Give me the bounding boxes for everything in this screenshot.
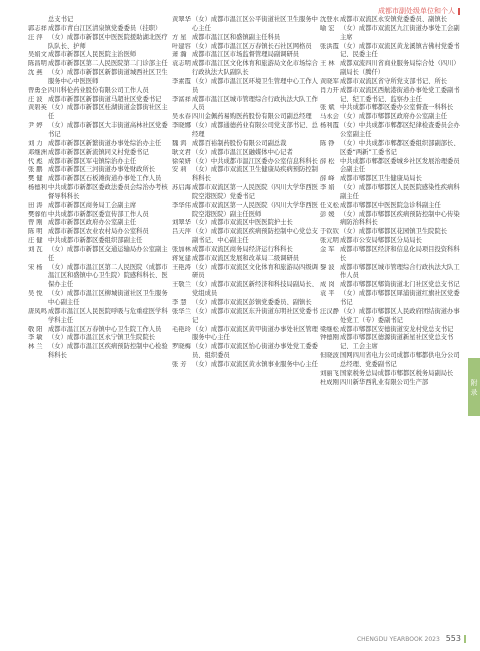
person-role: （女）成都市郫都区政府办公室副主任 bbox=[340, 113, 448, 121]
person-name: 薛 松 bbox=[320, 157, 335, 165]
person-role: 成都百裕制药股份有限公司副总裁 bbox=[192, 139, 287, 147]
person-name: 田 涛 bbox=[28, 201, 43, 209]
entry-row bbox=[28, 343, 170, 361]
person-name: 蒋复建 bbox=[172, 254, 191, 262]
person-role: 成都市温江区人民医院呼吸与危重症医学科学科主任 bbox=[48, 307, 168, 324]
person-name: 陈 铮 bbox=[320, 139, 335, 147]
entry-row bbox=[320, 237, 462, 246]
person-role: （女）成都市温江区万春镇长石社区网格员 bbox=[192, 42, 312, 50]
person-role: 成都市双流区第一人民医院（四川大学华西医院空港医院）党委书记 bbox=[192, 184, 318, 200]
person-name: 张 斌 bbox=[320, 104, 335, 112]
person-role: 中共成都市郫都区委办公室督查一科科长 bbox=[340, 104, 454, 112]
person-role: （女）成都市双流区黄水镇事业服务中心主任 bbox=[192, 360, 318, 368]
entry-row bbox=[320, 60, 462, 78]
person-role: （女）成都市郫都区疾病预防控制中心传染病防治科科长 bbox=[340, 210, 460, 227]
footer-yearbook: CHENGDU YEARBOOK 2023 bbox=[356, 635, 440, 643]
person-role: 成都市郫都区郫筒街道北门社区党总支书记 bbox=[340, 281, 460, 289]
entry-row bbox=[28, 184, 170, 202]
person-role: （女）成都市双流区卫生健康局疾病预防控制科科长 bbox=[192, 166, 318, 183]
person-name: 李 慧 bbox=[172, 299, 187, 306]
entry-row bbox=[320, 87, 462, 105]
entry-row bbox=[320, 308, 462, 326]
person-name: 杜成刚 bbox=[320, 378, 339, 386]
running-header bbox=[378, 6, 460, 16]
entry-row bbox=[320, 158, 462, 176]
entry-row bbox=[320, 246, 462, 264]
person-name: 刘丽飞 bbox=[320, 369, 339, 377]
column-2 bbox=[172, 16, 318, 370]
entry-row bbox=[28, 51, 170, 60]
entry-row bbox=[320, 211, 462, 229]
entry-row bbox=[28, 166, 170, 175]
entry-row bbox=[172, 78, 318, 96]
entry-row bbox=[28, 60, 170, 69]
person-role: （女）成都市双流区九江街道办事处工会副主席 bbox=[340, 24, 460, 41]
entry-row bbox=[172, 228, 318, 246]
person-name bbox=[28, 16, 48, 25]
person-name: 尹 婷 bbox=[28, 122, 43, 130]
person-role: 成都市温江区文化体育和旅游局文化市场综合行政执法大队副队长 bbox=[192, 60, 318, 77]
person-name: 刘 力 bbox=[28, 139, 43, 147]
person-role: （女）成都市温江区第二人民医院（成都市温江区和盛镇中心卫生院）院感科科长、医保办主任 bbox=[48, 263, 168, 289]
person-role: 成都市公安局郫都区分局局长 bbox=[340, 237, 422, 245]
entry-row bbox=[28, 246, 170, 264]
person-name: 张 芳 bbox=[172, 360, 187, 368]
person-role: 成都市新都区第二人民医院第二门诊部主任 bbox=[48, 60, 168, 68]
person-role: （女）成都市双流区疾病预防控制中心党总支副书记、中心副主任 bbox=[192, 228, 318, 245]
entry-row bbox=[320, 228, 462, 237]
entry-row bbox=[28, 16, 170, 25]
entry-row bbox=[172, 51, 318, 60]
entry-row bbox=[28, 87, 170, 96]
person-name: 叶建容 bbox=[172, 42, 191, 50]
person-name: 李华伟 bbox=[172, 201, 191, 209]
person-role: 成都市温江区市场监督管理局副调研员 bbox=[192, 51, 300, 59]
person-name: 沈 燕 bbox=[28, 69, 43, 77]
person-role: 成都市新都区新流镇同义村党委书记 bbox=[48, 148, 149, 156]
person-role: 成都市温江区万春镇中心卫生院工作人员 bbox=[48, 325, 162, 333]
person-name: 黄翠华 bbox=[172, 16, 191, 23]
person-name: 钟德刚 bbox=[320, 334, 339, 342]
person-role: （女）成都市郫都区花园镇卫生院院长 bbox=[340, 228, 448, 236]
person-role: （女）成都市双流区怡心街道办事处党工委委员、组织委员 bbox=[192, 343, 318, 360]
person-name: 袁志明 bbox=[172, 60, 191, 68]
entry-row bbox=[320, 334, 462, 352]
person-name: 罗晓梅 bbox=[172, 343, 191, 351]
person-name: 刘翠华 bbox=[172, 219, 191, 227]
person-name: 毛艳玲 bbox=[172, 325, 191, 333]
person-role: 成都市新都区石板滩街道办事处工作人员 bbox=[48, 175, 162, 183]
entry-row bbox=[320, 16, 462, 25]
person-name: 庄 健 bbox=[28, 237, 43, 245]
person-role: （女）成都市温江区环境卫生管理中心工作人员 bbox=[192, 77, 318, 94]
person-name: 敬 阳 bbox=[28, 325, 43, 333]
entry-row bbox=[320, 78, 462, 87]
person-role: （女）中共成都市温江区委办公室信息科科长 bbox=[192, 157, 318, 165]
entry-row bbox=[172, 60, 318, 78]
entry-row bbox=[28, 104, 170, 122]
person-role: 四川科伦药业股份有限公司工作人员 bbox=[48, 86, 149, 94]
person-name: 黎 波 bbox=[320, 263, 335, 271]
header-title: 成都市副处级单位和个人 bbox=[378, 7, 455, 15]
entry-row bbox=[320, 352, 462, 370]
person-role: （女）成都市双流区新经济和科技局副局长、党组成员 bbox=[192, 281, 318, 298]
entry-row bbox=[172, 361, 318, 370]
person-role: 成都市郫都区安德街道安龙村党总支书记 bbox=[340, 325, 454, 333]
person-role: （女）成都市新都区中医医院援助湖北医疗队队长、护师 bbox=[48, 33, 168, 50]
person-name: 汪 萍 bbox=[28, 33, 43, 41]
entry-row bbox=[172, 202, 318, 220]
entry-row bbox=[28, 237, 170, 246]
person-role: （女）成都市新都区新都街道城西社区卫生服务中心中医医师 bbox=[48, 69, 168, 85]
entry-row bbox=[172, 219, 318, 228]
entry-row bbox=[320, 379, 462, 388]
entry-row bbox=[172, 149, 318, 158]
person-role: 成都市双流区省守所党支部书记、所长 bbox=[340, 77, 448, 85]
person-role: 成都市双流区西航港街道办事处党工委副书记、纪工委书记、监察办主任 bbox=[340, 86, 460, 103]
person-name: 邓继洲 bbox=[28, 148, 47, 156]
entry-row bbox=[320, 290, 462, 308]
person-role: 成都市郫都区城市管理综合行政执法大队工作人员 bbox=[340, 263, 460, 280]
person-name: 王艳涛 bbox=[172, 263, 191, 271]
entry-row bbox=[28, 334, 170, 343]
entry-row bbox=[320, 113, 462, 122]
entry-row bbox=[28, 308, 170, 326]
entry-row bbox=[28, 149, 170, 158]
person-name: 安 莉 bbox=[172, 166, 187, 174]
person-name: 苏启海 bbox=[172, 184, 191, 192]
person-name: 林 兰 bbox=[28, 343, 43, 351]
appendix-side-tab: 附 录 bbox=[468, 358, 480, 416]
person-name: 黄碧英 bbox=[28, 104, 47, 112]
person-name: 吴娟文 bbox=[28, 51, 47, 59]
entry-row bbox=[172, 281, 318, 299]
person-name: 曾 刚 bbox=[28, 219, 43, 227]
entry-row bbox=[320, 25, 462, 43]
person-name: 沈登水 bbox=[320, 16, 339, 23]
person-name: 陈昌明 bbox=[28, 60, 47, 68]
person-role: （女）成都市郫都区犀浦街道红旗社区党委书记 bbox=[340, 290, 460, 306]
person-role: 四川金佩药易购医药股份有限公司副总经理 bbox=[192, 113, 312, 121]
person-name: 耿文君 bbox=[172, 148, 191, 156]
person-role: 成都市双流区永安镇党委委员、副镇长 bbox=[340, 16, 448, 23]
person-name: 萧 瀚 bbox=[172, 51, 187, 59]
person-name: 刘 瓦 bbox=[28, 245, 43, 253]
person-role: （女）成都市新都区桂湖街道金都街社区主任 bbox=[48, 104, 168, 121]
person-name: 喻 宏 bbox=[320, 24, 335, 32]
entry-row bbox=[320, 184, 462, 202]
person-role: 成都市青白江区清泉镇党委委员（挂职） bbox=[48, 24, 162, 32]
person-name: 张加林 bbox=[172, 245, 191, 253]
person-name: 庄 波 bbox=[28, 95, 43, 103]
person-name: 但晓波 bbox=[320, 352, 339, 360]
person-role: （女）成都市温江区柳城街道社区卫生服务中心副主任 bbox=[48, 290, 168, 306]
entry-row bbox=[172, 299, 318, 308]
person-name: 于钦钦 bbox=[320, 228, 339, 236]
entry-row bbox=[172, 16, 318, 34]
person-name: 王 林 bbox=[320, 60, 335, 68]
entry-row bbox=[172, 122, 318, 140]
person-name: 李 娟 bbox=[320, 184, 335, 192]
person-role: 成都双流四川省商业服务局综合处（四川）副局长（腾仟） bbox=[340, 60, 460, 77]
person-name: 汪汉静 bbox=[320, 307, 339, 315]
person-role: （女）成都市双流区彭镇党委委员、副镇长 bbox=[192, 299, 312, 306]
page-number: 553 bbox=[445, 633, 461, 643]
entry-row bbox=[172, 34, 318, 43]
person-role: 中共成都市新都区委组织部副主任 bbox=[48, 237, 143, 245]
person-role: 成都市双流区第一人民医院（四川大学华西医院空港医院）副主任医师 bbox=[192, 201, 318, 218]
person-role: 成都市新都区三河街道办事处财政所长 bbox=[48, 166, 156, 174]
person-name: 宋 杨 bbox=[28, 263, 43, 271]
person-name: 曾勇全 bbox=[28, 86, 47, 94]
person-name: 樊蓉佑 bbox=[28, 210, 47, 218]
entry-row bbox=[172, 326, 318, 344]
entry-row bbox=[320, 281, 462, 290]
person-name: 樊 健 bbox=[28, 175, 43, 183]
person-name: 李 敏 bbox=[28, 334, 43, 342]
entry-row bbox=[28, 140, 170, 149]
person-role: （女）成都市双流区黄龙溪镇古佛村党委书记、民委主任 bbox=[340, 42, 460, 59]
person-role: （女）成都通德药业有限公司党支部书记、总经理 bbox=[192, 122, 318, 138]
entry-row bbox=[172, 264, 318, 282]
person-role: （女）成都市温江区融媒体中心记者 bbox=[192, 148, 293, 156]
person-role: 成都市新都区商务局工会副主席 bbox=[48, 201, 137, 209]
person-role: 成都市温江区城市管理综合行政执法大队工作人员 bbox=[192, 95, 318, 112]
person-role: 成都市郫都区卫生健康局局长 bbox=[340, 175, 422, 183]
entry-row bbox=[320, 370, 462, 379]
person-name: 张华兰 bbox=[172, 307, 191, 315]
person-name: 李富祥 bbox=[172, 95, 191, 103]
person-name: 彭 媛 bbox=[320, 210, 335, 218]
person-name: 陈 明 bbox=[28, 228, 43, 236]
entry-row bbox=[28, 219, 170, 228]
person-role: 四川新华西乳业有限公司生产部 bbox=[340, 378, 429, 386]
entry-row bbox=[320, 104, 462, 113]
person-name: 李晓娜 bbox=[172, 122, 191, 130]
person-role: 成都市郫都区德源街道新星社区党总支书记、工会主席 bbox=[340, 334, 454, 351]
footer-accent-bar bbox=[464, 635, 466, 643]
entry-row bbox=[172, 343, 318, 361]
page-footer bbox=[357, 634, 466, 644]
entry-row bbox=[320, 122, 462, 140]
person-role: 成都市温江区和盛镇副主任科员 bbox=[192, 33, 281, 41]
entry-row bbox=[320, 140, 462, 158]
person-role: 国家税务总局成都市郫都区税务局副局长 bbox=[340, 369, 454, 377]
entry-row bbox=[28, 228, 170, 237]
person-role: 成都市新都区农业农村局办公室科员 bbox=[48, 228, 149, 236]
entry-row bbox=[28, 69, 170, 87]
person-name: 张元明 bbox=[320, 237, 339, 245]
column-1 bbox=[28, 16, 170, 361]
entry-row bbox=[172, 96, 318, 114]
person-role: 中共成都市新都区委宣传部工作人员 bbox=[48, 210, 149, 218]
entry-row bbox=[172, 246, 318, 255]
entry-row bbox=[320, 264, 462, 282]
person-name: 王敬兰 bbox=[172, 281, 191, 289]
entry-row bbox=[172, 166, 318, 184]
column-3 bbox=[320, 16, 462, 387]
person-role: （女）成都市郫都区人民政府团结街道办事处党工（专）委副书记 bbox=[340, 307, 460, 324]
entry-row bbox=[28, 202, 170, 211]
person-name: 李素霞 bbox=[172, 77, 191, 85]
person-name: 肖力开 bbox=[320, 86, 339, 94]
entry-row bbox=[320, 43, 462, 61]
person-name: 任义松 bbox=[320, 201, 339, 209]
person-role: 成都市新都区新繁街道办事处综治办主任 bbox=[48, 139, 162, 147]
person-name: 梁继松 bbox=[320, 325, 339, 333]
person-role: （女）成都市双流区东升街道东明社区党委书记 bbox=[192, 307, 318, 324]
person-role: 成都市双流区发展和改革局二级调研员 bbox=[192, 254, 300, 262]
person-role: 成都市新都区政府办公室副主任 bbox=[48, 219, 137, 227]
person-name: 吴永春 bbox=[172, 113, 191, 121]
person-role: （女）成都市温江区疾病预防控制中心检验科科长 bbox=[48, 343, 168, 360]
entry-row bbox=[172, 184, 318, 202]
person-name: 唐凤鸣 bbox=[28, 307, 47, 315]
person-name: 徐荣妍 bbox=[172, 157, 191, 165]
person-role: （女）成都市双流区文化体育和旅游局四级调研员 bbox=[192, 263, 318, 280]
person-name: 郭志祥 bbox=[28, 24, 47, 32]
person-role: 中共成都市新都区委政法委员会综治办考核督导科科长 bbox=[48, 184, 168, 200]
person-name: 吴 悦 bbox=[28, 290, 43, 298]
person-name: 代 彪 bbox=[28, 157, 43, 165]
person-name: 薛 峰 bbox=[320, 175, 335, 183]
entry-row bbox=[28, 34, 170, 52]
person-role: （女）成都市双流区黄甲街道办事处社区管理服务中心主任 bbox=[192, 325, 318, 342]
entry-row bbox=[28, 290, 170, 308]
person-role: （女）中共成都市郫都区纪律检查委员会办公室副主任 bbox=[340, 122, 460, 138]
person-role: 国网四川省电力公司成都市郫都供电分公司总经理、党委副书记 bbox=[340, 352, 460, 368]
person-name: 杨德利 bbox=[28, 184, 47, 192]
person-role: （女）成都市新都区交通运输局办公室副主任 bbox=[48, 245, 168, 262]
person-name: 吕天萍 bbox=[172, 228, 191, 236]
person-name: 魏 鸿 bbox=[172, 139, 187, 147]
person-role: （女）成都市郫都区人民医院感染性疾病科副主任 bbox=[340, 184, 460, 200]
person-name: 张 鹏 bbox=[28, 166, 43, 174]
entry-row bbox=[28, 122, 170, 140]
person-role: 成都市郫都区经济和信息化局项目投资科科长 bbox=[340, 245, 460, 262]
entry-row bbox=[172, 140, 318, 149]
person-name: 成 岗 bbox=[320, 281, 335, 289]
person-name: 袁 平 bbox=[320, 290, 335, 298]
person-role: （女）成都市温江区公平街道社区卫生服务中心主任 bbox=[192, 16, 318, 32]
person-role: 成都市新都区军屯镇综治办主任 bbox=[48, 157, 137, 165]
person-role: 成都市双流区商务局经济运行科科长 bbox=[192, 245, 293, 253]
person-role: 中共成都市郫都区委城乡社区发展治理委员会副主任 bbox=[340, 157, 460, 174]
person-role: （女）中共成都市郫都区委组织部副部长、区委“两新”工委书记 bbox=[340, 139, 460, 156]
entry-row bbox=[320, 202, 462, 211]
person-role: （女）成都市新都区大丰街道高林社区党委书记 bbox=[48, 122, 168, 138]
person-name: 杨利霞 bbox=[320, 122, 339, 130]
person-role: 成都市新都区新都街道马超社区党委书记 bbox=[48, 95, 162, 103]
person-name: 黄晓军 bbox=[320, 77, 339, 85]
person-role: （女）成都市双流区中医医院护士长 bbox=[192, 219, 293, 227]
entry-row bbox=[28, 25, 170, 34]
person-name: 金 军 bbox=[320, 245, 335, 253]
entry-row bbox=[172, 113, 318, 122]
person-role: 成都市郫都区中医医院急诊科副主任 bbox=[340, 201, 441, 209]
person-name: 张洪霞 bbox=[320, 42, 339, 50]
person-role: （女）成都市温江区永宁镇卫生院院长 bbox=[48, 334, 156, 342]
person-role: 成都市新都区人民医院主治医师 bbox=[48, 51, 137, 59]
header-accent-bar bbox=[458, 8, 460, 15]
person-name: 马永会 bbox=[320, 113, 339, 121]
entry-row bbox=[320, 175, 462, 184]
person-name: 方 星 bbox=[172, 33, 187, 41]
entry-row bbox=[28, 175, 170, 184]
entry-row bbox=[28, 264, 170, 291]
entry-row bbox=[172, 255, 318, 264]
person-role: 总支书记 bbox=[48, 16, 74, 23]
entry-row bbox=[172, 308, 318, 326]
